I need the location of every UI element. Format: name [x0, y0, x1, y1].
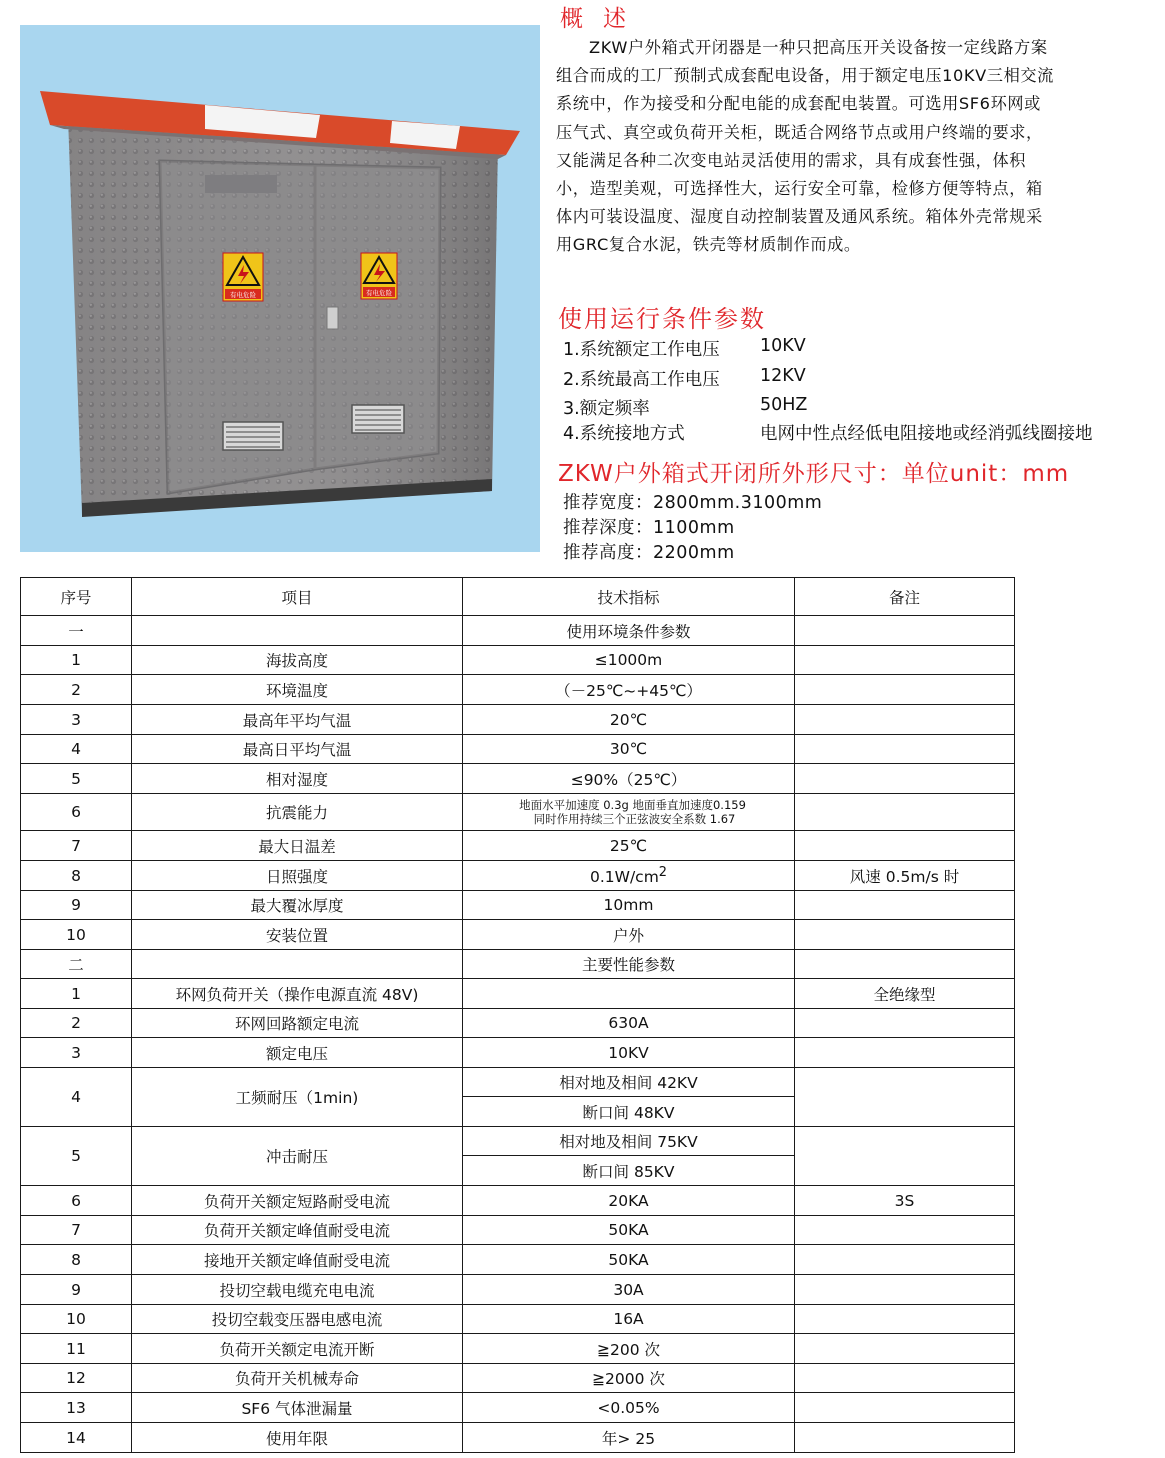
seismic-line-2: 同时作用持续三个正弦波安全系数 1.67	[533, 812, 736, 826]
cell-item: 负荷开关额定短路耐受电流	[132, 1186, 463, 1216]
cell-spec: 25℃	[463, 831, 795, 861]
cell-item: 海拔高度	[132, 646, 463, 675]
cell-no: 6	[21, 794, 132, 831]
cell-note	[795, 1393, 1015, 1423]
cell-spec: 10KV	[463, 1038, 795, 1068]
cell-no: 10	[21, 1305, 132, 1334]
intro-body: ZKW户外箱式开闭器是一种只把高压开关设备按一定线路方案组合而成的工厂预制式成套配电设备，用于额定电压10KV三相交流系统中，作为接受和分配电能的成套配电装置。可选用SF6环网或压气式、真空或负荷开关柜，既适合网络节点或用户终端的要求，又能满足各种二次变电站灵活使用的需求，具有成套性强，体积小，造型美观，可选择性大，运行安全可靠，检修方便等特点，箱体内可装设温度、湿度自动控制装置及通风系统。箱体外壳常规采用GRC复合水泥，铁壳等材质制作而成。	[556, 38, 1054, 255]
cell-no: 14	[21, 1423, 132, 1453]
condition-value: 10KV	[760, 336, 806, 356]
cell-note: 全绝缘型	[795, 979, 1015, 1009]
cell-note	[795, 646, 1015, 675]
cell-no: 12	[21, 1364, 132, 1393]
section-no: 一	[21, 616, 132, 646]
cell-note: 风速 0.5m/s 时	[795, 861, 1015, 891]
condition-value: 电网中性点经低电阻接地或经消弧线圈接地	[760, 424, 1093, 444]
table-row	[21, 1009, 1015, 1038]
door-handle	[327, 307, 338, 329]
table-row	[21, 1423, 1015, 1453]
condition-row	[563, 395, 808, 420]
cell-spec: ≧2000 次	[463, 1364, 795, 1393]
cell-item: 负荷开关机械寿命	[132, 1364, 463, 1393]
cell-no: 7	[21, 1216, 132, 1245]
conditions-title: 使用运行条件参数	[558, 305, 766, 333]
cell-item: 使用年限	[132, 1423, 463, 1453]
vent-right	[352, 405, 404, 433]
section-no: 二	[21, 950, 132, 979]
cell-item: 冲击耐压	[132, 1127, 463, 1186]
cell-spec: 16A	[463, 1305, 795, 1334]
cell-item: 环网负荷开关（操作电源直流 48V)	[132, 979, 463, 1009]
cell-no: 6	[21, 1186, 132, 1216]
cell-spec: 20℃	[463, 705, 795, 735]
cell-item: 环境温度	[132, 675, 463, 705]
cell-spec: 相对地及相间 75KV	[463, 1127, 795, 1156]
cell-item: 接地开关额定峰值耐受电流	[132, 1245, 463, 1275]
cell-no: 2	[21, 1009, 132, 1038]
cell-no: 3	[21, 705, 132, 735]
section-row	[21, 616, 1015, 646]
cell-item: 负荷开关额定峰值耐受电流	[132, 1216, 463, 1245]
cell-spec: 20KA	[463, 1186, 795, 1216]
table-row	[21, 1275, 1015, 1305]
table-row	[21, 1364, 1015, 1393]
cell-note	[795, 1216, 1015, 1245]
table-row	[21, 1216, 1015, 1245]
cell-spec: 相对地及相间 42KV	[463, 1068, 795, 1097]
cell-no: 1	[21, 979, 132, 1009]
condition-label: 4.系统接地方式	[563, 424, 685, 444]
condition-value: 12KV	[760, 366, 806, 386]
cell-item: 工频耐压（1min)	[132, 1068, 463, 1127]
intro-title: 概述	[560, 6, 646, 32]
cell-no: 13	[21, 1393, 132, 1423]
vent-left	[223, 422, 283, 450]
condition-row	[563, 336, 806, 361]
cell-no: 3	[21, 1038, 132, 1068]
table-row	[21, 764, 1015, 794]
cell-note	[795, 920, 1015, 950]
condition-label: 1.系统额定工作电压	[563, 340, 720, 360]
cell-spec: 年> 25	[463, 1423, 795, 1453]
cell-spec: ≤1000m	[463, 646, 795, 675]
cell-no: 4	[21, 1068, 132, 1127]
section-title: 使用环境条件参数	[463, 616, 795, 646]
cell-no: 4	[21, 735, 132, 764]
cell-note	[795, 764, 1015, 794]
cell-note	[795, 1245, 1015, 1275]
section-title: 主要性能参数	[463, 950, 795, 979]
header-spec: 技术指标	[463, 578, 795, 616]
cell-no: 7	[21, 831, 132, 861]
cell-spec: 断口间 85KV	[463, 1156, 795, 1186]
warning-label-right: 有电危险	[366, 289, 392, 297]
cell-note	[795, 1364, 1015, 1393]
cell-note	[795, 705, 1015, 735]
condition-value: 50HZ	[760, 395, 808, 415]
cell-note	[795, 891, 1015, 920]
cell-note	[795, 1038, 1015, 1068]
warning-label-left: 有电危险	[230, 291, 256, 299]
cell-item: 环网回路额定电流	[132, 1009, 463, 1038]
cell-spec: 户外	[463, 920, 795, 950]
table-row	[21, 979, 1015, 1009]
table-row	[21, 1334, 1015, 1364]
cell-item: SF6 气体泄漏量	[132, 1393, 463, 1423]
cell-no: 8	[21, 1245, 132, 1275]
dimension-depth: 推荐深度：1100mm	[563, 518, 735, 538]
cell-spec	[463, 861, 795, 891]
condition-label: 3.额定频率	[563, 399, 650, 419]
cell-note	[795, 735, 1015, 764]
cell-note: 3S	[795, 1186, 1015, 1216]
cell-item: 最大覆冰厚度	[132, 891, 463, 920]
dimensions-title: ZKW户外箱式开闭所外形尺寸：单位unit：mm	[558, 461, 1070, 487]
cell-item: 投切空载变压器电感电流	[132, 1305, 463, 1334]
table-row	[21, 705, 1015, 735]
condition-row	[563, 420, 1093, 445]
table-row	[21, 646, 1015, 675]
cell-note	[795, 831, 1015, 861]
cell-no: 2	[21, 675, 132, 705]
cell-spec	[463, 979, 795, 1009]
cell-item: 最高年平均气温	[132, 705, 463, 735]
cell-item: 投切空载电缆充电电流	[132, 1275, 463, 1305]
table-row	[21, 735, 1015, 764]
cell-no: 5	[21, 764, 132, 794]
cell-spec: <0.05%	[463, 1393, 795, 1423]
cell-spec: ≧200 次	[463, 1334, 795, 1364]
table-header-row	[21, 578, 1015, 616]
cell-item: 抗震能力	[132, 794, 463, 831]
dimension-height: 推荐高度：2200mm	[563, 543, 735, 563]
header-item: 项目	[132, 578, 463, 616]
table-row	[21, 891, 1015, 920]
cell-spec: 630A	[463, 1009, 795, 1038]
cell-item: 最大日温差	[132, 831, 463, 861]
cell-item: 最高日平均气温	[132, 735, 463, 764]
condition-row	[563, 366, 806, 391]
table-row	[21, 920, 1015, 950]
seismic-line-1: 地面水平加速度 0.3g 地面垂直加速度0.159	[519, 798, 746, 812]
cell-no: 10	[21, 920, 132, 950]
cell-item: 额定电压	[132, 1038, 463, 1068]
cell-spec: 30A	[463, 1275, 795, 1305]
spec-table	[20, 577, 1015, 1453]
cell-note	[795, 1275, 1015, 1305]
cell-item: 相对湿度	[132, 764, 463, 794]
cell-spec: 10mm	[463, 891, 795, 920]
table-row	[21, 794, 1015, 831]
cell-item: 日照强度	[132, 861, 463, 891]
sun-unit-sup: 2	[658, 864, 668, 880]
table-row	[21, 831, 1015, 861]
table-row	[21, 675, 1015, 705]
cell-no: 1	[21, 646, 132, 675]
table-row	[21, 861, 1015, 891]
product-photo	[20, 25, 540, 552]
cell-spec	[463, 794, 795, 831]
cell-no: 11	[21, 1334, 132, 1364]
cell-spec: 断口间 48KV	[463, 1097, 795, 1127]
cell-spec: ≤90%（25℃）	[463, 764, 795, 794]
cell-note	[795, 1423, 1015, 1453]
table-row	[21, 1393, 1015, 1423]
cell-note	[795, 1305, 1015, 1334]
cell-item: 负荷开关额定电流开断	[132, 1334, 463, 1364]
table-row	[21, 1186, 1015, 1216]
cell-spec: 30℃	[463, 735, 795, 764]
cell-spec: 50KA	[463, 1216, 795, 1245]
condition-label: 2.系统最高工作电压	[563, 370, 720, 390]
header-no: 序号	[21, 578, 132, 616]
cell-note	[795, 1334, 1015, 1364]
cell-item: 安装位置	[132, 920, 463, 950]
table-row	[21, 1305, 1015, 1334]
table-row	[21, 1127, 1015, 1156]
cell-no: 9	[21, 891, 132, 920]
cell-spec: （－25℃~+45℃）	[463, 675, 795, 705]
table-row	[21, 1038, 1015, 1068]
cell-no: 5	[21, 1127, 132, 1186]
cell-no: 8	[21, 861, 132, 891]
dimension-width: 推荐宽度：2800mm.3100mm	[563, 493, 823, 513]
table-row	[21, 1245, 1015, 1275]
header-note: 备注	[795, 578, 1015, 616]
cell-spec: 50KA	[463, 1245, 795, 1275]
table-row	[21, 1068, 1015, 1097]
switchgear-illustration	[20, 25, 540, 552]
section-row	[21, 950, 1015, 979]
sun-value: 0.1W/cm	[589, 868, 659, 887]
cell-note	[795, 675, 1015, 705]
cell-no: 9	[21, 1275, 132, 1305]
cell-note	[795, 1009, 1015, 1038]
